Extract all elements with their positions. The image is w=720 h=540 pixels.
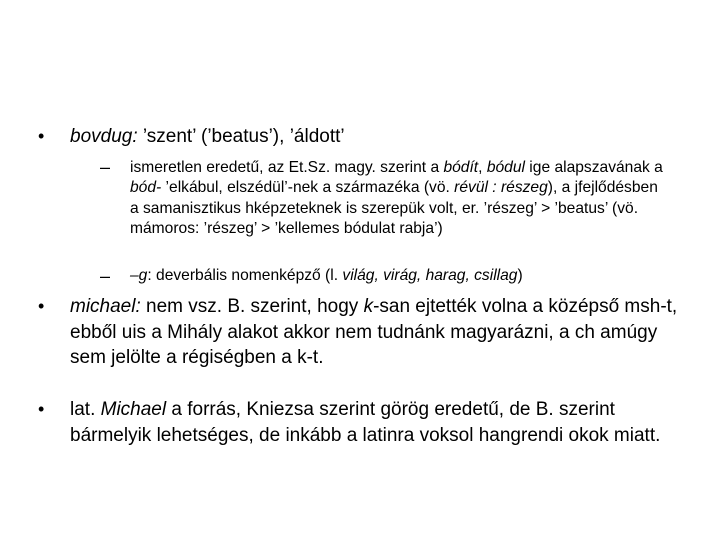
text-segment: ismeretlen eredetű, az Et.Sz. magy. szerint a bbox=[130, 159, 444, 176]
text-segment: ), a jfejlődésben a samanisztikus hképzeteknek is szerepük volt, er. ’részeg’ > ’beatus’ (vö. mámoros: ’részeg’ > ’kellemes bódulat rabja’) bbox=[130, 179, 658, 238]
text-segment: ) bbox=[517, 267, 523, 284]
text-segment: nem vsz. B. szerint, hogy bbox=[140, 296, 364, 317]
bullet-text bbox=[70, 124, 690, 150]
letter-k: k bbox=[363, 296, 374, 317]
text-segment: ’elkábul, elszédül’-nek a származéka (vö. bbox=[161, 179, 455, 197]
example-words: világ, virág, harag, csillag bbox=[342, 267, 518, 284]
text-segment: a forrás, Kniezsa szerint görög eredetű, de B. szerint bármelyik lehetséges, de inkább a latinra voksol hangrendi okok miatt. bbox=[70, 399, 661, 446]
dash-marker: – bbox=[100, 266, 111, 286]
gloss: ’szent’ (’beatus’), ’áldott’ bbox=[137, 126, 345, 147]
word-revul: révül : részeg bbox=[454, 179, 548, 197]
word-bodul: bódul bbox=[486, 159, 525, 176]
text-segment: : deverbális nomenképző (l. bbox=[147, 267, 343, 284]
term-michael: michael: bbox=[70, 296, 141, 317]
bullet-marker: • bbox=[38, 399, 45, 419]
bullet-marker: • bbox=[38, 296, 45, 316]
bullet-text bbox=[70, 294, 690, 371]
word-bodit: bódít bbox=[443, 159, 479, 176]
dash-marker: – bbox=[100, 157, 111, 177]
word-bod: bód- bbox=[130, 179, 162, 197]
bullet-text bbox=[70, 397, 690, 448]
bullet-marker: • bbox=[38, 126, 45, 146]
text-segment: -san ejtették volna a középső msh-t, ebből uis a Mihály alakot akkor nem tudnánk magyarázni, a ch amúgy sem jelölte a régiségben a k-t. bbox=[70, 296, 678, 368]
text-segment: lat. bbox=[70, 399, 101, 420]
text-segment: ige alapszavának a bbox=[524, 159, 663, 176]
text-segment: , bbox=[478, 159, 487, 176]
term-Michael: Michael bbox=[100, 399, 167, 420]
term-bovdug: bovdug: bbox=[70, 126, 138, 147]
subbullet-text bbox=[130, 158, 670, 240]
suffix-g: –g bbox=[130, 267, 148, 284]
subbullet-text bbox=[130, 266, 670, 286]
